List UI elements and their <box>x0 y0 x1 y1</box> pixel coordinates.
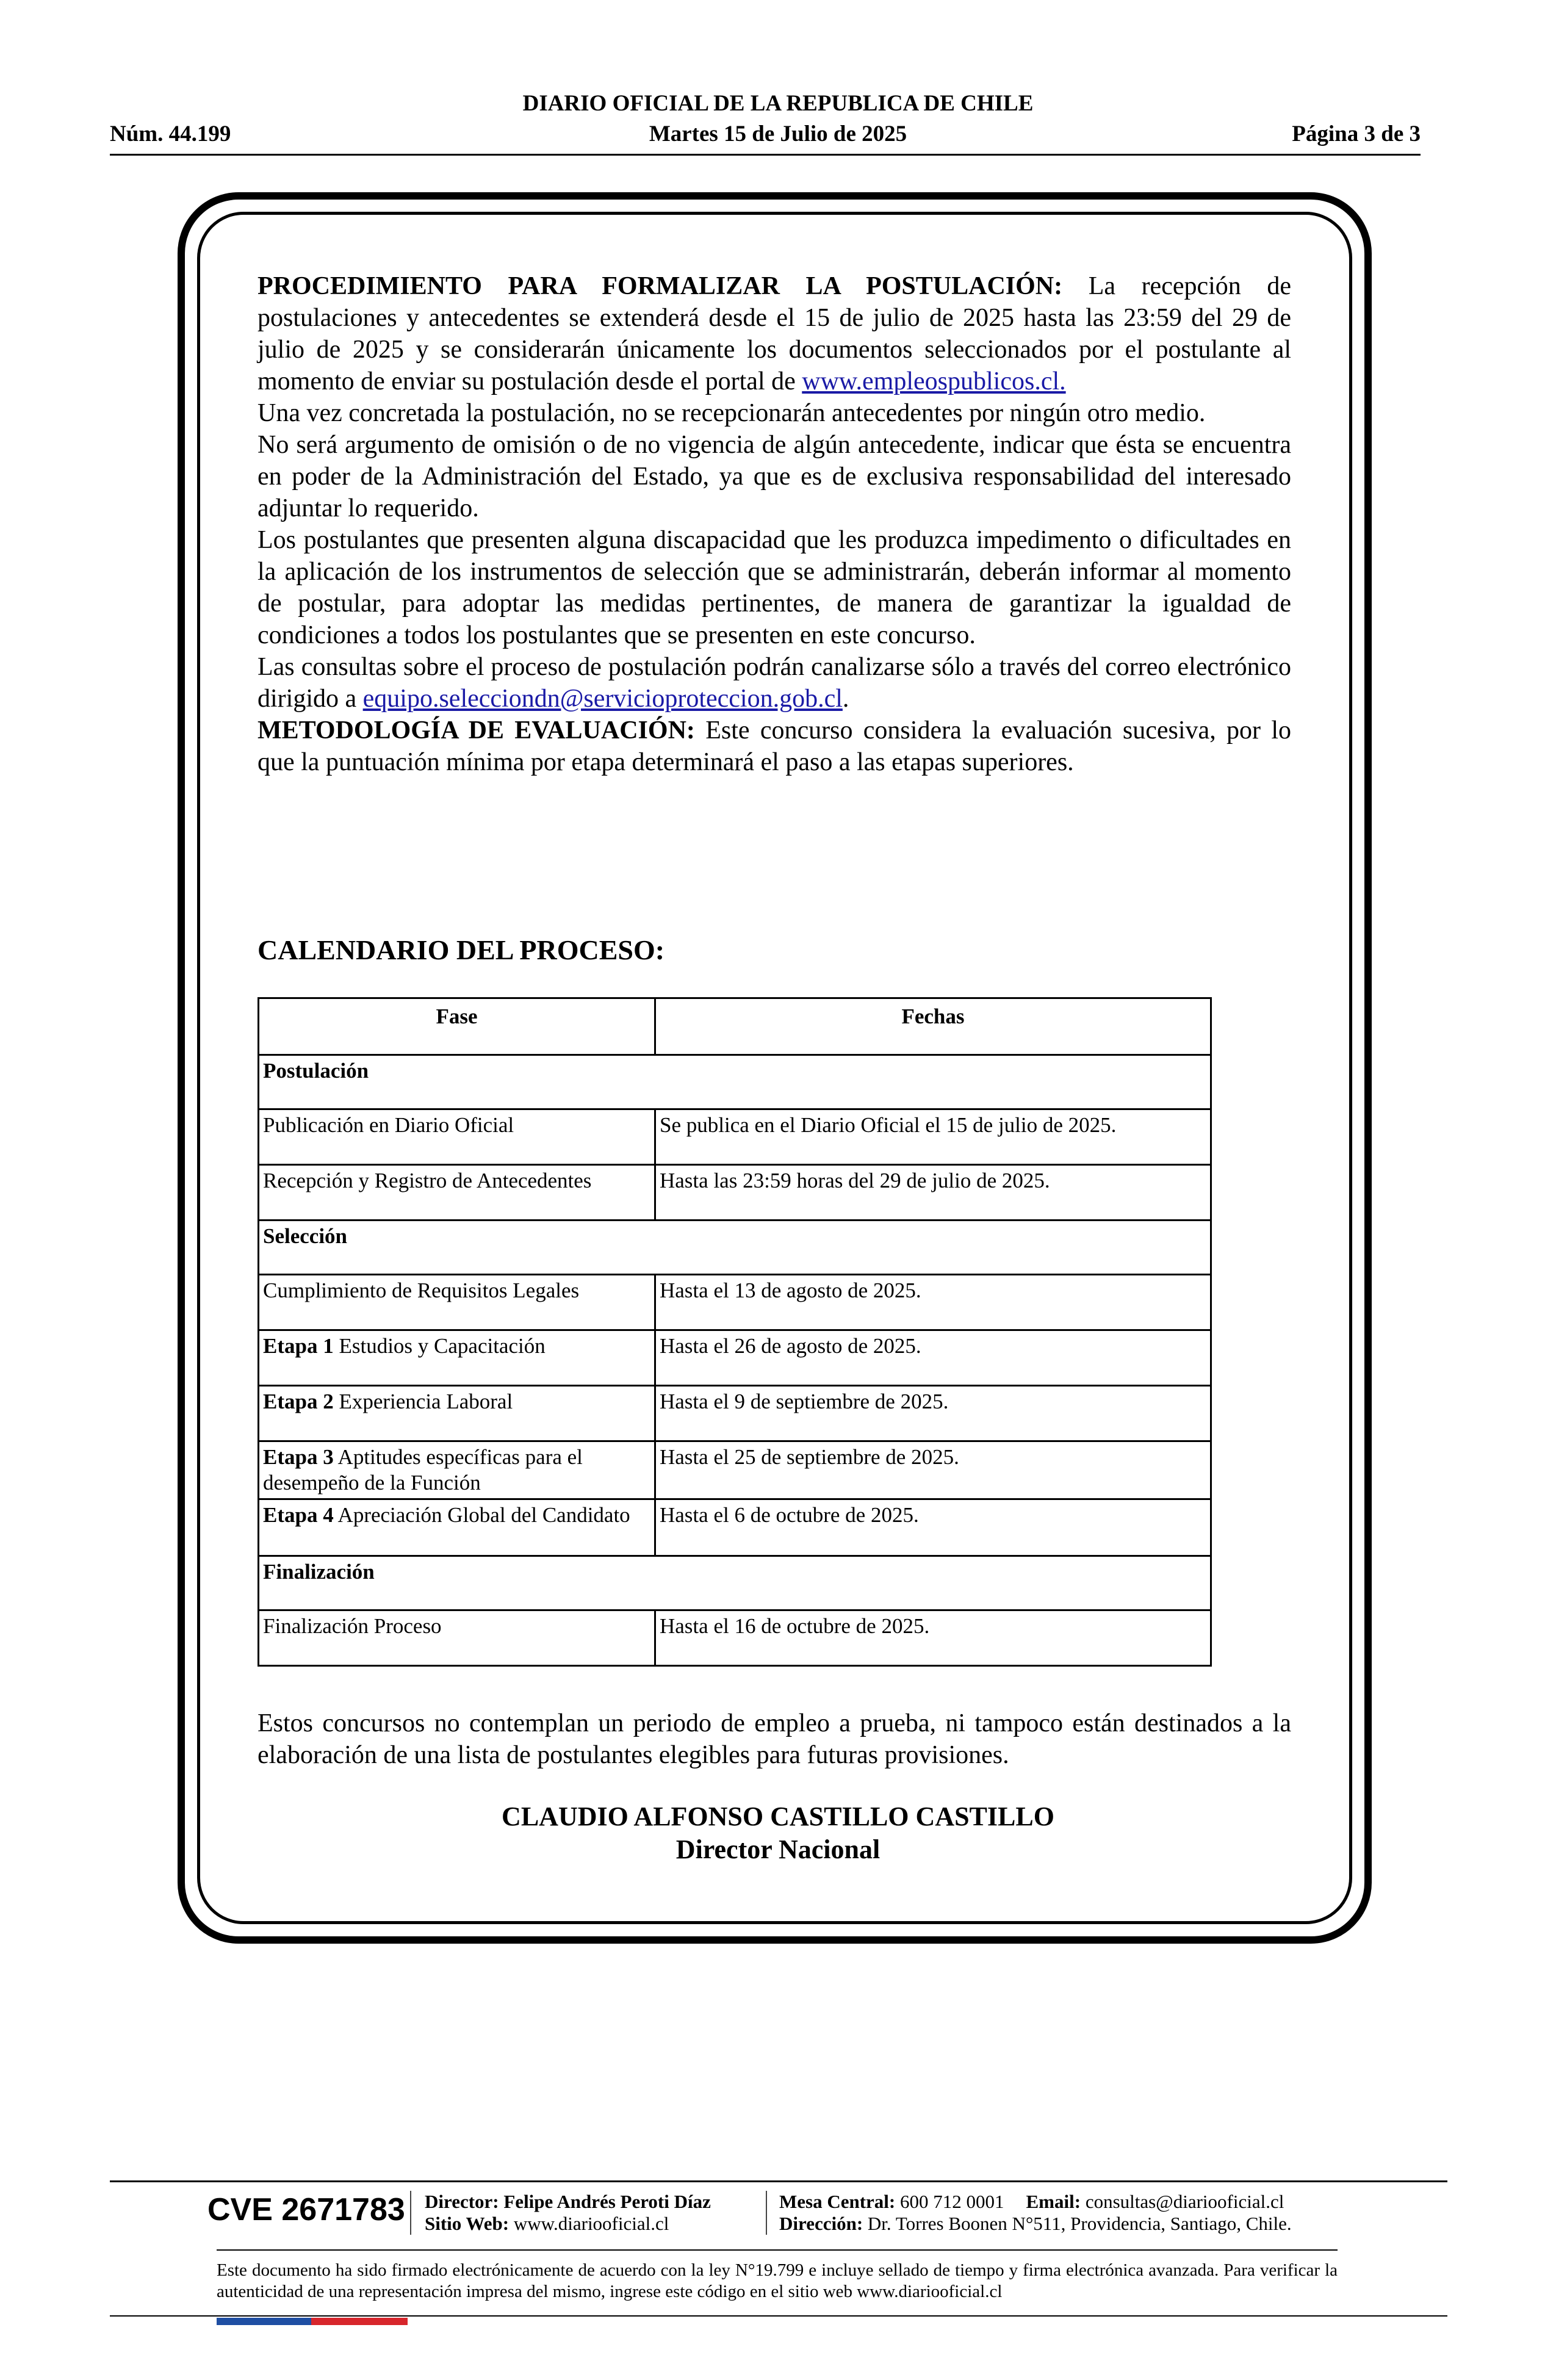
director-line <box>425 2191 711 2213</box>
fase-cell <box>259 1499 655 1556</box>
section-seleccion: Selección <box>259 1221 1211 1275</box>
table-row <box>259 1275 1211 1330</box>
fecha-cell: Hasta el 13 de agosto de 2025. <box>655 1275 1211 1330</box>
issue-number: Núm. 44.199 <box>110 121 231 146</box>
address-value: Dr. Torres Boonen N°511, Providencia, Santiago, Chile. <box>863 2213 1292 2234</box>
fase-cell <box>259 1441 655 1499</box>
methodology-text: Este concurso considera la evaluación sucesiva, por lo que la puntuación mínima por etapa determinará el paso a las etapas superiores. <box>258 716 1291 776</box>
fecha-cell: Hasta las 23:59 horas del 29 de julio de 2025. <box>655 1165 1211 1221</box>
legal-notice: Este documento ha sido firmado electrónicamente de acuerdo con la ley N°19.799 e incluye sellado de tiempo y firma electrónica avanzada. Para verificar la autenticidad de una representación impresa del mismo, ingrese este código en el sitio web www.diariooficial.cl <box>217 2260 1338 2301</box>
table-header-row <box>259 998 1211 1055</box>
table-row <box>259 1441 1211 1499</box>
page-number: Página 3 de 3 <box>1292 121 1421 146</box>
table-row <box>259 1165 1211 1221</box>
footer-director-block <box>425 2191 711 2235</box>
fecha-cell: Se publica en el Diario Oficial el 15 de julio de 2025. <box>655 1109 1211 1165</box>
phone-label: Mesa Central: <box>779 2191 896 2212</box>
stage-label: Etapa 2 <box>263 1390 334 1413</box>
fecha-cell: Hasta el 9 de septiembre de 2025. <box>655 1386 1211 1441</box>
fase-cell: Publicación en Diario Oficial <box>259 1109 655 1165</box>
director-label: Director: <box>425 2191 499 2212</box>
procedure-label: PROCEDIMIENTO PARA FORMALIZAR LA POSTULACIÓN: <box>258 272 1063 300</box>
footer-separator <box>410 2191 411 2235</box>
stage-label: Etapa 3 <box>263 1445 334 1469</box>
fase-cell <box>259 1330 655 1386</box>
fecha-cell: Hasta el 6 de octubre de 2025. <box>655 1499 1211 1556</box>
fase-cell <box>259 1386 655 1441</box>
contact-email-link[interactable]: equipo.selecciondn@servicioproteccion.gob.cl <box>362 685 843 713</box>
stage-text: Apreciación Global del Candidato <box>333 1503 630 1527</box>
table-row <box>259 1386 1211 1441</box>
signature-block <box>0 1800 1556 1866</box>
fecha-cell: Hasta el 25 de septiembre de 2025. <box>655 1441 1211 1499</box>
phone-value: 600 712 0001 <box>895 2191 1004 2212</box>
footer-divider-top <box>110 2180 1447 2182</box>
footer-divider-mid <box>217 2249 1338 2251</box>
omission-paragraph: No será argumento de omisión o de no vigencia de algún antecedente, indicar que ésta se encuentra en poder de la Administración del Estado, ya que es de exclusiva responsabilidad del interesado adjuntar lo requerido. <box>258 431 1291 522</box>
calendar-table <box>258 997 1212 1667</box>
section-row <box>259 1055 1211 1109</box>
empleospublicos-link[interactable]: www.empleospublicos.cl. <box>802 367 1066 395</box>
fase-cell: Recepción y Registro de Antecedentes <box>259 1165 655 1221</box>
cve-code: CVE 2671783 <box>207 2192 405 2227</box>
email-label: Email: <box>1026 2191 1081 2212</box>
gazette-title: DIARIO OFICIAL DE LA REPUBLICA DE CHILE <box>522 91 1034 116</box>
methodology-label: METODOLOGÍA DE EVALUACIÓN: <box>258 716 695 745</box>
contact-paragraph <box>258 651 1291 715</box>
fecha-cell: Hasta el 26 de agosto de 2025. <box>655 1330 1211 1386</box>
signer-name: CLAUDIO ALFONSO CASTILLO CASTILLO <box>502 1801 1054 1831</box>
table-row <box>259 1109 1211 1165</box>
footer-contact-block <box>779 2191 1292 2235</box>
col-fase: Fase <box>259 998 655 1055</box>
flag-stripe-red <box>311 2318 408 2325</box>
stage-label: Etapa 1 <box>263 1334 334 1358</box>
section-finalizacion: Finalización <box>259 1556 1211 1610</box>
calendar-heading: CALENDARIO DEL PROCESO: <box>258 934 665 965</box>
address-label: Dirección: <box>779 2213 863 2234</box>
footer-separator <box>766 2191 767 2235</box>
flag-stripe-blue <box>217 2318 311 2325</box>
website-line <box>425 2213 711 2235</box>
fecha-cell: Hasta el 16 de octubre de 2025. <box>655 1610 1211 1666</box>
website-value[interactable]: www.diariooficial.cl <box>509 2213 669 2234</box>
email-value[interactable]: consultas@diariooficial.cl <box>1081 2191 1284 2212</box>
address-line <box>779 2213 1292 2235</box>
stage-text: Estudios y Capacitación <box>333 1334 546 1358</box>
director-value: Felipe Andrés Peroti Díaz <box>499 2191 711 2212</box>
disability-paragraph: Los postulantes que presenten alguna discapacidad que les produzca impedimento o dificultades en la aplicación de los instrumentos de selección que se administrarán, deberán informar al momento de postular, para adoptar las medidas pertinentes, de manera de garantizar la igualdad de condiciones a todos los postulantes que se presenten en este concurso. <box>258 526 1291 649</box>
procedure-paragraph <box>258 270 1291 397</box>
no-other-means-paragraph: Una vez concretada la postulación, no se recepcionarán antecedentes por ningún otro medio. <box>258 399 1206 427</box>
table-row <box>259 1610 1211 1666</box>
table-row <box>259 1499 1211 1556</box>
issue-date: Martes 15 de Julio de 2025 <box>649 121 907 146</box>
signer-role: Director Nacional <box>675 1834 881 1864</box>
website-label: Sitio Web: <box>425 2213 510 2234</box>
phone-email-line <box>779 2191 1292 2213</box>
closing-paragraph: Estos concursos no contemplan un periodo de empleo a prueba, ni tampoco están destinados a la elaboración de una lista de postulantes elegibles para futuras provisiones. <box>258 1709 1291 1769</box>
table-row <box>259 1330 1211 1386</box>
header-divider <box>110 154 1421 156</box>
stage-text: Experiencia Laboral <box>333 1390 513 1413</box>
section-row <box>259 1221 1211 1275</box>
contact-end: . <box>842 685 849 713</box>
contact-text: Las consultas sobre el proceso de postulación podrán canalizarse sólo a través del correo electrónico dirigido a <box>258 653 1291 713</box>
notice-body <box>258 270 1291 778</box>
section-row <box>259 1556 1211 1610</box>
footer-divider-bottom <box>110 2315 1447 2317</box>
fase-cell: Cumplimiento de Requisitos Legales <box>259 1275 655 1330</box>
methodology-paragraph <box>258 715 1291 778</box>
col-fechas: Fechas <box>655 998 1211 1055</box>
fase-cell: Finalización Proceso <box>259 1610 655 1666</box>
section-postulacion: Postulación <box>259 1055 1211 1109</box>
procedure-text: La recepción de postulaciones y antecedentes se extenderá desde el 15 de julio de 2025 hasta las 23:59 del 29 de julio de 2025 y se considerarán únicamente los documentos seleccionados por el postulante al momento de enviar su postulación desde el portal de <box>258 272 1291 395</box>
stage-text: Aptitudes específicas para el desempeño de la Función <box>263 1445 583 1495</box>
stage-label: Etapa 4 <box>263 1503 334 1527</box>
